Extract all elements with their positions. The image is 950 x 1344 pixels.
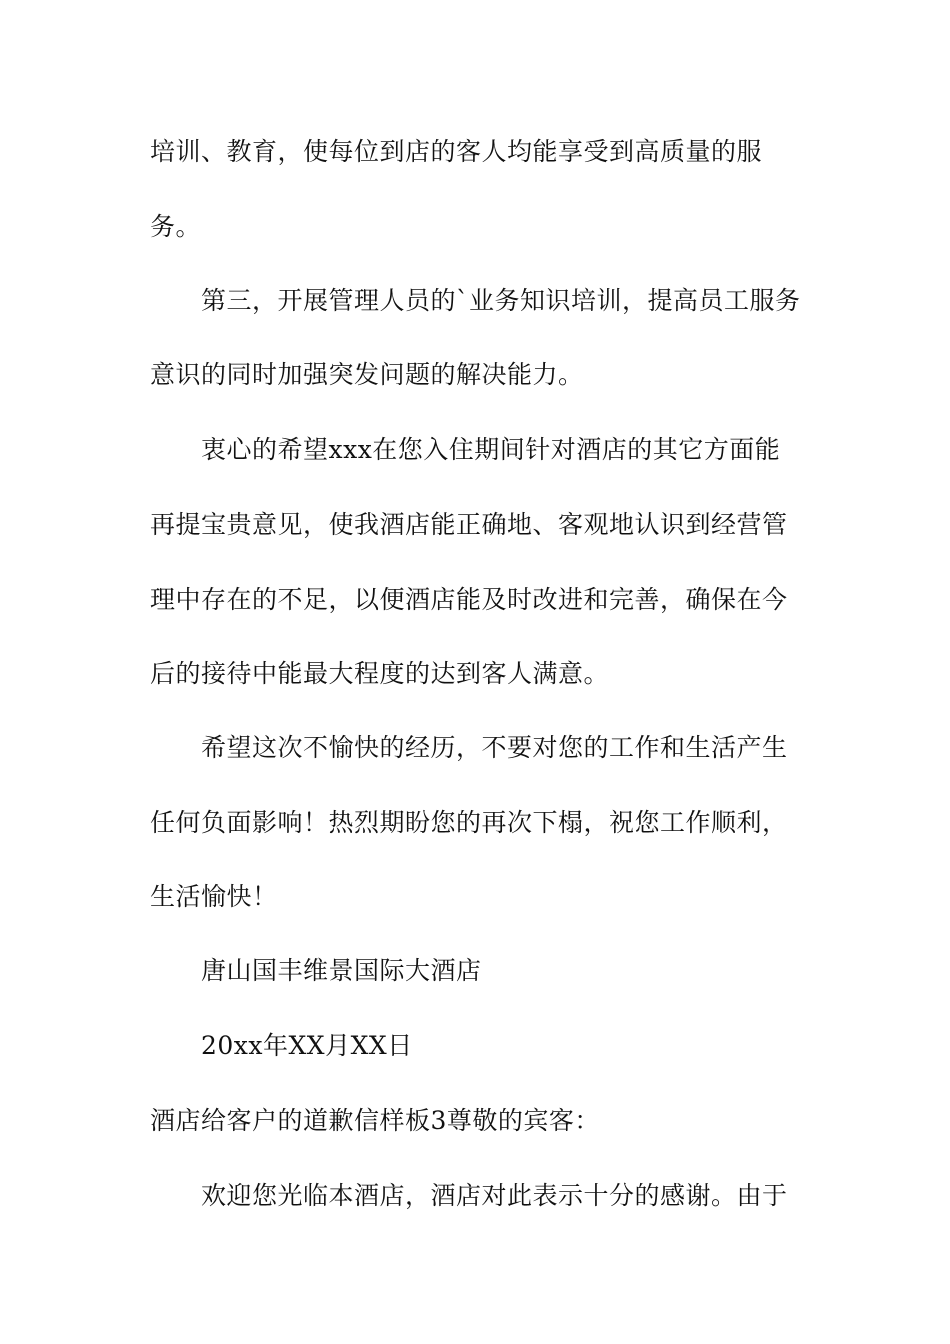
text-line-9: 希望这次不愉快的经历，不要对您的工作和生活产生 xyxy=(201,733,788,762)
text-line-4: 意识的同时加强突发问题的解决能力。 xyxy=(150,360,584,389)
text-line-8: 后的接待中能最大程度的达到客人满意。 xyxy=(150,659,610,688)
text-line-2: 务。 xyxy=(150,212,202,241)
text-line-10: 任何负面影响！热烈期盼您的再次下榻，祝您工作顺利， xyxy=(150,808,788,837)
text-line-5: 衷心的希望xxx在您入住期间针对酒店的其它方面能 xyxy=(201,435,781,464)
signature-hotel-name: 唐山国丰维景国际大酒店 xyxy=(201,956,482,985)
text-line-11: 生活愉快！ xyxy=(150,882,278,911)
text-line-7: 理中存在的不足，以便酒店能及时改进和完善，确保在今 xyxy=(150,585,788,614)
signature-date: 20xx年XX月XX日 xyxy=(201,1031,413,1060)
text-line-3: 第三，开展管理人员的`业务知识培训，提高员工服务 xyxy=(201,286,801,315)
text-line-6: 再提宝贵意见，使我酒店能正确地、客观地认识到经营管 xyxy=(150,510,788,539)
text-line-15: 欢迎您光临本酒店，酒店对此表示十分的感谢。由于 xyxy=(201,1181,788,1210)
letter-heading-salutation: 酒店给客户的道歉信样板3尊敬的宾客： xyxy=(150,1106,600,1135)
text-line-1: 培训、教育，使每位到店的客人均能享受到高质量的服 xyxy=(150,137,763,166)
